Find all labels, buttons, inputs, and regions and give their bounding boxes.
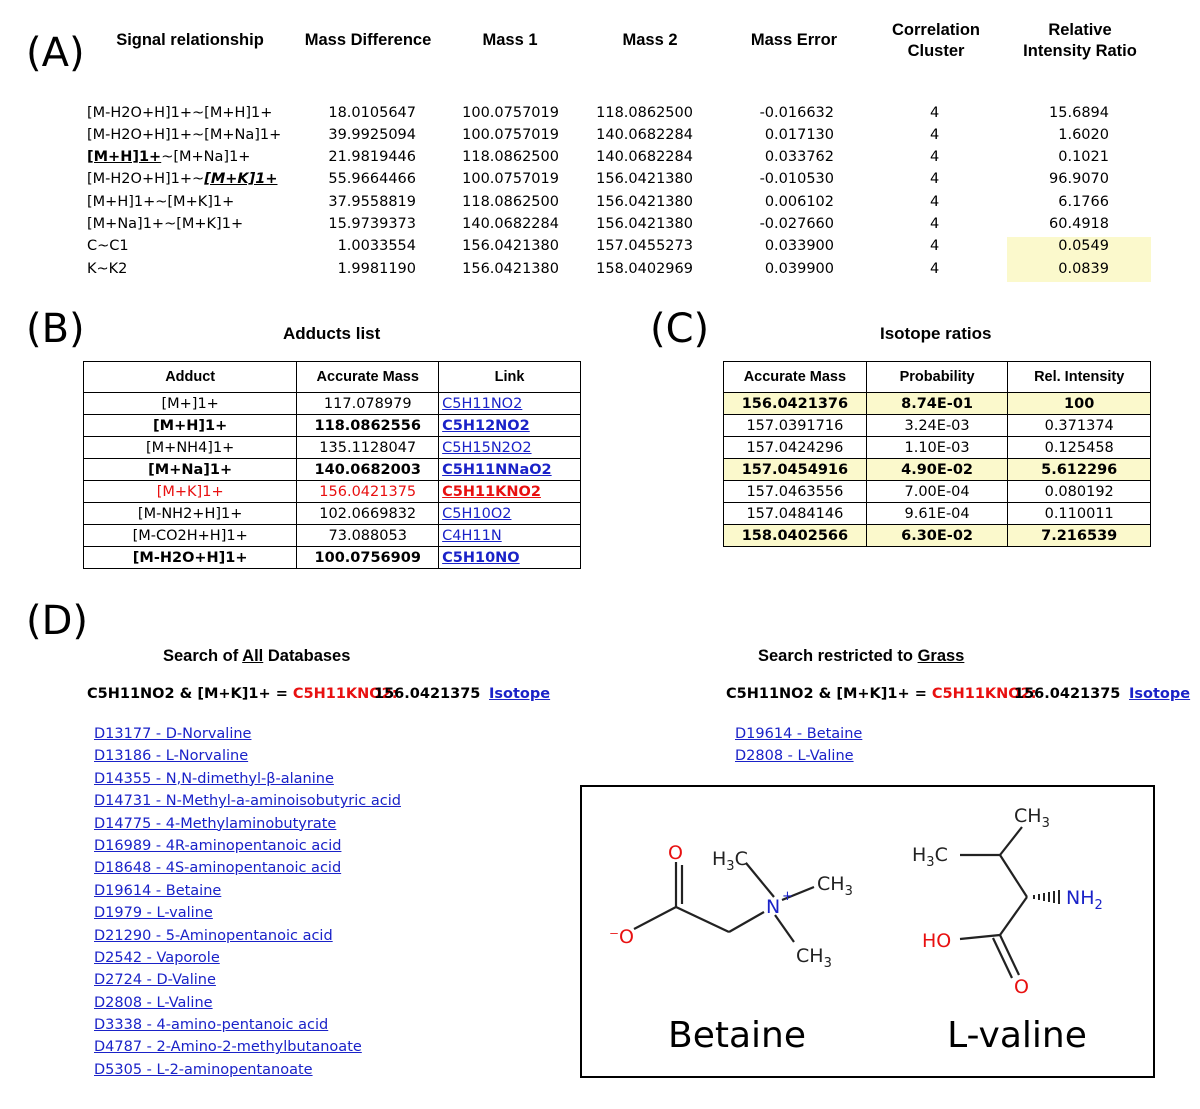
isotope-mass: 156.0421376 xyxy=(724,393,867,415)
valine-h3c-c: C xyxy=(934,844,948,866)
signal-row xyxy=(0,261,1200,283)
search-all-title-pre: Search of xyxy=(163,647,243,665)
cluster: 4 xyxy=(930,194,940,210)
valine-ho-label: HO xyxy=(922,930,952,952)
mass-error: 0.033900 xyxy=(764,238,834,254)
betaine-ch3-right-3: 3 xyxy=(844,884,853,899)
panel-c-label: (C) xyxy=(650,306,710,352)
isotope-mass: 157.0424296 xyxy=(724,437,867,459)
mass2: 140.0682284 xyxy=(596,127,693,143)
signal-label xyxy=(87,149,250,165)
mass-error: 0.006102 xyxy=(764,194,834,210)
adduct-mass: 73.088053 xyxy=(297,525,439,547)
panel-b-label: (B) xyxy=(26,306,85,352)
panel-d-label: (D) xyxy=(26,598,89,644)
betaine-name: Betaine xyxy=(668,1015,806,1056)
valine-nh2-label xyxy=(1066,887,1103,913)
list-item[interactable]: D4787 - 2-Amino-2-methylbutanoate xyxy=(94,1039,362,1056)
signal-bold-part: [M+H]1+ xyxy=(87,149,162,165)
mass-error: -0.027660 xyxy=(759,216,834,232)
isotope-mass: 157.0484146 xyxy=(724,503,867,525)
table-row xyxy=(84,393,581,415)
mass-diff: 55.9664466 xyxy=(328,171,416,187)
list-item[interactable]: D13186 - L-Norvaline xyxy=(94,748,249,765)
header-mass-difference: Mass Difference xyxy=(304,31,432,49)
isotope-ratios-title: Isotope ratios xyxy=(880,324,992,343)
adduct-mass: 102.0669832 xyxy=(297,503,439,525)
search-all-title-underline: All xyxy=(242,647,264,665)
table-row xyxy=(724,437,1151,459)
isotope-probability: 4.90E-02 xyxy=(866,459,1008,481)
mass2: 118.0862500 xyxy=(596,105,693,121)
list-item[interactable]: D2808 - L-Valine xyxy=(94,994,213,1011)
adduct-mass: 156.0421375 xyxy=(297,481,439,503)
betaine-structure xyxy=(609,842,853,1056)
list-item[interactable]: D19614 - Betaine xyxy=(94,882,222,899)
mass2: 156.0421380 xyxy=(596,194,693,210)
betaine-ch3-right xyxy=(817,873,853,899)
betaine-h3c-h: H xyxy=(712,848,727,870)
signal-row xyxy=(0,149,1200,171)
left-formula-pre: C5H11NO2 & [M+K]1+ = xyxy=(87,686,293,702)
mass1: 156.0421380 xyxy=(462,238,559,254)
table-row xyxy=(724,415,1151,437)
list-item[interactable]: D14355 - N,N-dimethyl-β-alanine xyxy=(94,770,334,787)
formula-link[interactable]: C5H12NO2 xyxy=(442,417,530,434)
isotope-header-mass: Accurate Mass xyxy=(724,362,867,393)
betaine-h3c-c: C xyxy=(734,848,748,870)
mass1: 156.0421380 xyxy=(462,261,559,277)
valine-h3c-3: 3 xyxy=(926,855,935,870)
formula-link[interactable]: C5H10O2 xyxy=(442,505,512,522)
right-formula-line xyxy=(726,686,1037,702)
signal-label: [M+H]1+~[M+K]1+ xyxy=(87,194,235,210)
mass1: 100.0757019 xyxy=(462,127,559,143)
isotope-mass: 157.0463556 xyxy=(724,481,867,503)
table-row xyxy=(724,503,1151,525)
formula-link[interactable]: C4H11N xyxy=(442,527,502,544)
adducts-list-title: Adducts list xyxy=(283,324,381,343)
formula-link[interactable]: C5H10NO xyxy=(442,549,520,566)
mass2: 156.0421380 xyxy=(596,216,693,232)
list-item[interactable]: D2542 - Vaporole xyxy=(94,949,220,966)
isotope-table xyxy=(723,361,1151,547)
list-item[interactable]: D16989 - 4R-aminopentanoic acid xyxy=(94,837,342,854)
adduct-mass: 118.0862556 xyxy=(297,415,439,437)
signal-label: K~K2 xyxy=(87,261,128,277)
mass1: 100.0757019 xyxy=(462,105,559,121)
betaine-o-minus-label: ⁻O xyxy=(609,926,634,948)
right-formula-mass: 156.0421375 xyxy=(1014,686,1121,702)
list-item[interactable]: D13177 - D-Norvaline xyxy=(94,726,252,742)
betaine-h3c-label xyxy=(712,848,748,874)
header-relative-line2: Intensity Ratio xyxy=(1023,42,1137,60)
ratio: 0.0839 xyxy=(1058,261,1109,277)
isotope-intensity: 0.371374 xyxy=(1008,415,1151,437)
signal-label: [M-H2O+H]1+~[M+H]1+ xyxy=(87,105,273,121)
table-row xyxy=(84,525,581,547)
signal-row xyxy=(0,105,1200,127)
isotope-intensity: 0.110011 xyxy=(1008,503,1151,525)
mass-diff: 1.0033554 xyxy=(337,238,416,254)
adduct-mass: 100.0756909 xyxy=(297,547,439,569)
list-item[interactable]: D14731 - N-Methyl-a-aminoisobutyric acid xyxy=(94,793,401,810)
adduct-name: [M-NH2+H]1+ xyxy=(84,503,297,525)
table-row xyxy=(84,459,581,481)
signal-row xyxy=(0,194,1200,216)
left-formula-line xyxy=(87,686,398,702)
signal-label: [M-H2O+H]1+~[M+Na]1+ xyxy=(87,127,282,143)
isotope-probability: 1.10E-03 xyxy=(866,437,1008,459)
l-valine-name: L-valine xyxy=(947,1015,1087,1056)
list-item[interactable]: D1979 - L-valine xyxy=(94,905,213,922)
formula-link[interactable]: C5H15N2O2 xyxy=(442,439,532,456)
table-row xyxy=(724,525,1151,547)
isotope-header-intensity: Rel. Intensity xyxy=(1008,362,1151,393)
isotope-intensity: 0.080192 xyxy=(1008,481,1151,503)
header-correlation-line1: Correlation xyxy=(891,21,980,39)
isotope-probability: 7.00E-04 xyxy=(866,481,1008,503)
cluster: 4 xyxy=(930,171,940,187)
mass2: 140.0682284 xyxy=(596,149,693,165)
adduct-mass: 140.0682003 xyxy=(297,459,439,481)
betaine-h3c-3: 3 xyxy=(726,859,735,874)
isotope-mass: 157.0454916 xyxy=(724,459,867,481)
adducts-header-mass: Accurate Mass xyxy=(297,362,439,393)
mass-diff: 15.9739373 xyxy=(328,216,416,232)
adduct-name: [M+Na]1+ xyxy=(84,459,297,481)
isotope-intensity: 100 xyxy=(1008,393,1151,415)
l-valine-structure xyxy=(912,805,1103,1056)
formula-link[interactable]: C5H11NO2 xyxy=(442,395,523,412)
search-grass-title xyxy=(758,647,964,666)
right-formula-red: C5H11KNO2: xyxy=(931,686,1037,702)
valine-ch3-top xyxy=(1014,805,1050,831)
cluster: 4 xyxy=(930,261,940,277)
left-formula-mass: 156.0421375 xyxy=(374,686,481,702)
isotope-probability: 3.24E-03 xyxy=(866,415,1008,437)
valine-nh2-2: 2 xyxy=(1094,898,1103,913)
isotope-intensity: 0.125458 xyxy=(1008,437,1151,459)
panel-a-label: (A) xyxy=(26,30,85,76)
search-grass-title-underline: Grass xyxy=(917,647,965,665)
valine-o-label: O xyxy=(1014,976,1029,998)
ratio: 96.9070 xyxy=(1049,171,1109,187)
list-item[interactable]: D5305 - L-2-aminopentanoate xyxy=(94,1061,313,1078)
isotope-mass: 157.0391716 xyxy=(724,415,867,437)
signal-label: C~C1 xyxy=(87,238,129,254)
valine-nh2-nh: NH xyxy=(1066,887,1095,909)
header-mass-1: Mass 1 xyxy=(482,31,538,49)
mass2: 157.0455273 xyxy=(596,238,693,254)
valine-h3c-h: H xyxy=(912,844,927,866)
signal-row xyxy=(0,127,1200,149)
cluster: 4 xyxy=(930,238,940,254)
cluster: 4 xyxy=(930,127,940,143)
isotope-probability: 6.30E-02 xyxy=(866,525,1008,547)
signal-row xyxy=(0,171,1200,193)
mass-error: 0.033762 xyxy=(764,149,834,165)
mass-diff: 39.9925094 xyxy=(328,127,416,143)
left-isotope-link[interactable]: Isotope xyxy=(489,686,551,702)
mass-error: -0.016632 xyxy=(759,105,834,121)
isotope-intensity: 7.216539 xyxy=(1008,525,1151,547)
formula-link[interactable]: C5H11NNaO2 xyxy=(442,461,552,478)
header-correlation-cluster xyxy=(880,20,992,62)
all-databases-results xyxy=(94,726,401,1084)
betaine-ch3-bottom-ch: CH xyxy=(796,945,824,967)
header-signal-relationship: Signal relationship xyxy=(116,31,264,49)
mass1: 118.0862500 xyxy=(462,194,559,210)
header-relative-intensity xyxy=(1016,20,1144,62)
list-item[interactable]: D14775 - 4-Methylaminobutyrate xyxy=(94,815,337,832)
signal-rest-part: [M-H2O+H]1+~ xyxy=(87,171,205,187)
mass-error: 0.017130 xyxy=(764,127,834,143)
chemical-structures xyxy=(582,787,1153,1076)
table-row xyxy=(724,481,1151,503)
table-row xyxy=(84,503,581,525)
header-mass-2: Mass 2 xyxy=(622,31,678,49)
ratio: 0.0549 xyxy=(1058,238,1109,254)
betaine-ch3-right-ch: CH xyxy=(817,873,845,895)
table-row xyxy=(724,459,1151,481)
signal-label xyxy=(87,171,278,187)
ratio: 0.1021 xyxy=(1058,149,1109,165)
mass1: 140.0682284 xyxy=(462,216,559,232)
betaine-o-label: O xyxy=(668,842,683,864)
adducts-header-link: Link xyxy=(439,362,581,393)
adduct-mass: 135.1128047 xyxy=(297,437,439,459)
mass-error: -0.010530 xyxy=(759,171,834,187)
structures-panel xyxy=(580,785,1155,1078)
isotope-header-probability: Probability xyxy=(866,362,1008,393)
adduct-name: [M+]1+ xyxy=(84,393,297,415)
mass-diff: 21.9819446 xyxy=(328,149,416,165)
ratio: 15.6894 xyxy=(1049,105,1109,121)
grass-results xyxy=(735,726,862,771)
table-row xyxy=(84,481,581,503)
betaine-ch3-bottom-3: 3 xyxy=(823,956,832,971)
ratio: 60.4918 xyxy=(1049,216,1109,232)
formula-link[interactable]: C5H11KNO2 xyxy=(442,483,541,500)
mass1: 118.0862500 xyxy=(462,149,559,165)
mass1: 100.0757019 xyxy=(462,171,559,187)
cluster: 4 xyxy=(930,216,940,232)
table-row xyxy=(84,415,581,437)
betaine-ch3-bottom xyxy=(796,945,832,971)
isotope-intensity: 5.612296 xyxy=(1008,459,1151,481)
adducts-header-adduct: Adduct xyxy=(84,362,297,393)
adducts-table xyxy=(83,361,581,569)
mass2: 156.0421380 xyxy=(596,171,693,187)
isotope-probability: 9.61E-04 xyxy=(866,503,1008,525)
valine-ch3-top-3: 3 xyxy=(1041,816,1050,831)
betaine-n-label: N xyxy=(766,896,781,918)
ratio: 1.6020 xyxy=(1058,127,1109,143)
adduct-name: [M+H]1+ xyxy=(84,415,297,437)
mass-diff: 37.9558819 xyxy=(328,194,416,210)
right-isotope-link[interactable]: Isotope xyxy=(1129,686,1191,702)
cluster: 4 xyxy=(930,105,940,121)
search-all-title xyxy=(163,647,350,666)
mass-diff: 18.0105647 xyxy=(328,105,416,121)
list-item[interactable]: D2724 - D-Valine xyxy=(94,972,216,989)
right-formula-pre: C5H11NO2 & [M+K]1+ = xyxy=(726,686,932,702)
isotope-mass: 158.0402566 xyxy=(724,525,867,547)
list-item[interactable]: D21290 - 5-Aminopentanoic acid xyxy=(94,927,333,944)
signal-label: [M+Na]1+~[M+K]1+ xyxy=(87,216,244,232)
signal-row xyxy=(0,238,1200,260)
adduct-name: [M+NH4]1+ xyxy=(84,437,297,459)
adduct-name: [M+K]1+ xyxy=(84,481,297,503)
table-row xyxy=(84,547,581,569)
isotope-probability: 8.74E-01 xyxy=(866,393,1008,415)
cluster: 4 xyxy=(930,149,940,165)
valine-h3c-label xyxy=(912,844,948,870)
table-row xyxy=(84,437,581,459)
left-formula-red: C5H11KNO2: xyxy=(292,686,398,702)
header-mass-error: Mass Error xyxy=(750,31,838,49)
header-correlation-line2: Cluster xyxy=(907,42,965,60)
mass2: 158.0402969 xyxy=(596,261,693,277)
header-relative-line1: Relative xyxy=(1048,21,1112,39)
mass-error: 0.039900 xyxy=(764,261,834,277)
signal-rest-part: ~[M+Na]1+ xyxy=(161,149,251,165)
adduct-name: [M-H2O+H]1+ xyxy=(84,547,297,569)
adduct-mass: 117.078979 xyxy=(297,393,439,415)
list-item[interactable]: D3338 - 4-amino-pentanoic acid xyxy=(94,1017,329,1034)
list-item[interactable]: D18648 - 4S-aminopentanoic acid xyxy=(94,860,342,877)
list-item[interactable]: D19614 - Betaine xyxy=(735,726,863,742)
list-item[interactable]: D2808 - L-Valine xyxy=(735,748,854,765)
mass-diff: 1.9981190 xyxy=(337,261,416,277)
betaine-plus-label: + xyxy=(782,889,793,904)
ratio: 6.1766 xyxy=(1058,194,1109,210)
table-row xyxy=(724,393,1151,415)
search-grass-title-pre: Search restricted to xyxy=(758,647,918,665)
signal-bold-part: [M+K]1+ xyxy=(204,171,278,187)
signal-row xyxy=(0,216,1200,238)
valine-ch3-top-ch: CH xyxy=(1014,805,1042,827)
search-all-title-post: Databases xyxy=(263,647,351,665)
adduct-name: [M-CO2H+H]1+ xyxy=(84,525,297,547)
